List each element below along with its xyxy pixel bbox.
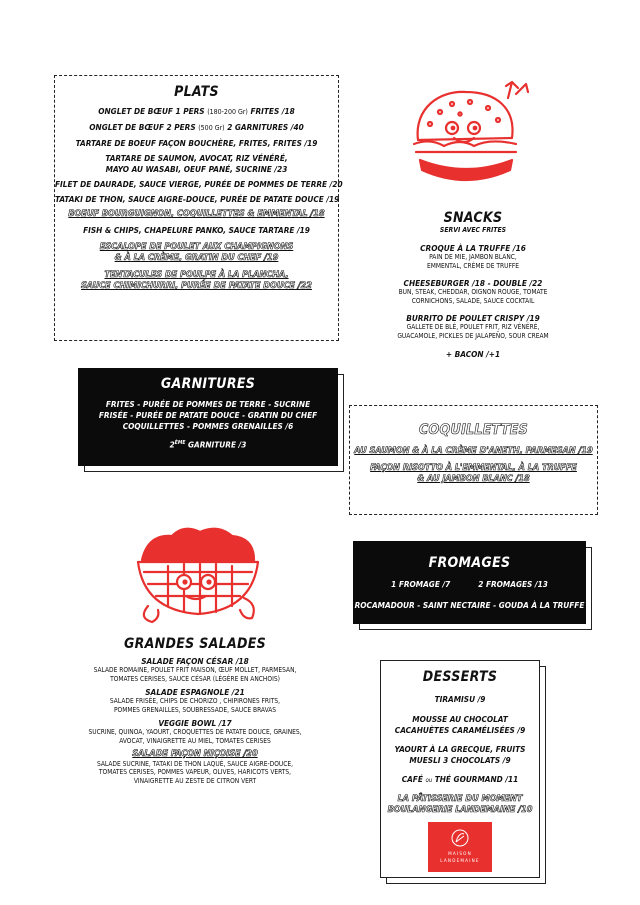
plats-item	[55, 194, 338, 205]
dessert-yaourt-1: YAOURT À LA GRECQUE, FRUITS	[394, 744, 526, 754]
salade-desc: AVOCAT, VINAIGRETTE AU MIEL, TOMATES CERISES	[119, 736, 271, 745]
salade-nicoise-desc-line: SALADE SUCRINE, TATAKI DE THON LAQUÉ, SAUCE AIGRE-DOUCE,	[96, 759, 294, 768]
snacks-title: SNACKS	[443, 210, 503, 226]
salades-list	[60, 656, 330, 746]
fromages-options	[353, 579, 586, 590]
plats-special-poulpe-1: TENTACULES DE POULPE À LA PLANCHA,	[104, 270, 289, 280]
plats-special-poulpe-2: SAUCE CHIMICHURRI, PURÉE DE PATATE DOUCE /22	[80, 281, 313, 291]
coquillettes-line-1: AU SAUMON & À LA CRÈME D'ANETH, PARMESAN /19	[354, 446, 593, 456]
snacks-subtitle: SERVI AVEC FRITES	[439, 226, 507, 234]
plats-item-main: FILET DE DAURADE, SAUCE VIERGE, PURÉE DE POMMES DE TERRE /20	[55, 179, 343, 189]
landemaine-logo-mark	[450, 828, 470, 848]
salade-desc: TOMATES CERISES, SAUCE CÉSAR (LÉGÈRE EN ANCHOIS)	[110, 674, 280, 683]
garnitures-line-3: COQUILLETTES - POMMES GRENAILLES /6	[122, 421, 294, 431]
salade-desc: POMMES GRENAILLES, SOUBRESSADE, SAUCE BRAVAS	[113, 705, 277, 714]
plats-title: PLATS	[174, 84, 219, 100]
plats-special-bourguignon: BOEUF BOURGUIGNON, COQUILLETTES & EMMENTAL /18	[68, 209, 325, 219]
snacks-bacon: + BACON /+1	[445, 348, 501, 359]
salade-name: VEGGIE BOWL /17	[158, 718, 232, 729]
salade-nicoise-desc-line: VINAIGRETTE AU ZESTE DE CITRON VERT	[133, 776, 257, 785]
snack-desc: GUACAMOLE, PICKLES DE JALAPEÑO, SOUR CREAM	[397, 331, 549, 340]
salade-name: SALADE FAÇON CÉSAR /18	[141, 656, 249, 666]
coquillettes-title: COQUILLETTES	[418, 422, 528, 438]
plats-section	[54, 75, 343, 341]
garnitures-second-rest: GARNITURE /3	[185, 439, 247, 450]
landemaine-logo-line-2: LANDEMAINE	[440, 859, 480, 864]
plats-item	[55, 138, 338, 149]
snacks-list	[368, 243, 578, 341]
burger-illustration	[400, 78, 532, 198]
snacks-section	[368, 210, 578, 380]
landemaine-logo-line-1: MAISON	[448, 852, 472, 857]
salad-bowl-illustration	[128, 520, 268, 630]
snack-desc: PAIN DE MIE, JAMBON BLANC,	[429, 253, 517, 261]
salade-desc: SALADE FRISÉE, CHIPS DE CHORIZO , CHIPIRONES FRITS,	[109, 697, 281, 706]
snack-desc: CORNICHONS, SALADE, SAUCE COCKTAIL	[411, 296, 535, 305]
dessert-patisserie-1: LA PÂTISSERIE DU MOMENT	[397, 794, 523, 804]
dessert-mousse-2: CACAHUÈTES CARAMÉLISÉES /9	[394, 725, 526, 735]
dessert-yaourt-2: MUESLI 3 CHOCOLATS /9	[409, 755, 511, 765]
plats-fish: FISH & CHIPS, CHAPELURE PANKO, SAUCE TARTARE /19	[83, 225, 310, 235]
snack-desc: BUN, STEAK, CHEDDAR, OIGNON ROUGE, TOMATE	[398, 288, 548, 297]
plats-item-weight: (500 Gr)	[198, 124, 225, 132]
plats-item-main: MAYO AU WASABI, OEUF PANÉ, SUCRINE /23	[105, 164, 288, 174]
fromages-title: FROMAGES	[428, 555, 511, 571]
dessert-cafe-or: ou	[425, 777, 433, 784]
coquillettes-line-2: FAÇON RISOTTO À L'EMMENTAL, À LA TRUFFE	[370, 463, 577, 473]
garnitures-second-num: 2	[169, 439, 175, 450]
plats-special-escalope-2: & À LA CRÈME, GRATIN DU CHEF /19	[114, 253, 279, 263]
plats-item-main: TATAKI DE THON, SAUCE AIGRE-DOUCE, PURÉE DE PATATE DOUCE /19	[55, 194, 340, 204]
plats-item-main: ONGLET DE BŒUF 2 PERS	[89, 122, 199, 132]
plats-item-extra: FRITES /18	[247, 106, 295, 116]
garnitures-title: GARNITURES	[160, 376, 256, 392]
fromages-option-1: 1 FROMAGE /7	[391, 579, 451, 589]
garnitures-line-2: FRISÉE - PURÉE DE PATATE DOUCE - GRATIN DU CHEF	[98, 410, 318, 420]
fromages-list: ROCAMADOUR - SAINT NECTAIRE - GOUDA À LA TRUFFE	[354, 600, 585, 610]
dessert-tiramisu: TIRAMISU /9	[434, 694, 486, 704]
plats-item	[55, 164, 338, 175]
plats-item	[55, 179, 343, 190]
dessert-mousse-1: MOUSSE AU CHOCOLAT	[412, 714, 508, 724]
plats-special-escalope-1: ESCALOPE DE POULET AUX CHAMPIGNONS	[99, 242, 294, 252]
salade-name: SALADE ESPAGNOLE /21	[145, 687, 245, 698]
dessert-cafe-a: CAFÉ	[401, 774, 426, 784]
plats-item-weight: (180-200 Gr)	[207, 108, 248, 116]
snack-name: BURRITO DE POULET CRISPY /19	[406, 313, 540, 324]
plats-item	[55, 153, 338, 164]
coquillettes-section	[349, 405, 598, 515]
garnitures-second-sup: ÈME	[174, 440, 186, 446]
coquillettes-line-3: & AU JAMBON BLANC /18	[417, 474, 530, 484]
plats-item	[55, 106, 338, 118]
dessert-cafe-c: THÉ GOURMAND /11	[432, 774, 519, 784]
snack-desc: EMMENTAL, CRÈME DE TRUFFE	[426, 261, 520, 270]
salade-nicoise-name: SALADE FAÇON NIÇOISE /20	[132, 748, 258, 759]
desserts-title: DESSERTS	[422, 669, 498, 685]
salades-title: GRANDES SALADES	[123, 636, 267, 652]
plats-item-main: ONGLET DE BŒUF 1 PERS	[98, 106, 208, 116]
landemaine-logo	[428, 822, 492, 872]
dessert-patisserie-2: BOULANGERIE LANDEMAINE /10	[387, 805, 533, 815]
garnitures-second	[78, 438, 338, 451]
snack-desc: GALLETE DE BLÉ, POULET FRIT, RIZ VÉNÉRÉ,	[406, 323, 540, 332]
salade-desc: SALADE ROMAINE, POULET FRIT MAISON, ŒUF MOLLET, PARMESAN,	[93, 666, 297, 674]
desserts-section	[380, 660, 540, 878]
plats-item-extra: 2 GARNITURES /40	[224, 122, 304, 132]
snack-name: CHEESEBURGER /18 - DOUBLE /22	[403, 278, 543, 289]
salade-desc: SUCRINE, QUINOA, YAOURT, CROQUETTES DE PATATE DOUCE, GRAINES,	[88, 728, 302, 737]
garnitures-line-1: FRITES - PURÉE DE POMMES DE TERRE - SUCRINE	[105, 399, 311, 409]
salades-section	[60, 636, 330, 826]
fromages-option-2: 2 FROMAGES /13	[478, 579, 548, 589]
snack-name: CROQUE À LA TRUFFE /16	[420, 243, 526, 253]
plats-item	[55, 122, 338, 134]
plats-list	[55, 106, 343, 205]
plats-item-main: TARTARE DE SAUMON, AVOCAT, RIZ VÉNÉRÉ,	[105, 153, 288, 163]
dessert-cafe	[381, 774, 539, 786]
garnitures-section	[78, 368, 338, 466]
salade-nicoise-desc	[60, 760, 330, 786]
salade-nicoise-desc-line: TOMATES CERISES, POMMES VAPEUR, OLIVES, HARICOTS VERTS,	[98, 768, 292, 777]
plats-item-main: TARTARE DE BOEUF FAÇON BOUCHÈRE, FRITES, FRITES /19	[75, 138, 318, 148]
fromages-section	[353, 541, 586, 624]
